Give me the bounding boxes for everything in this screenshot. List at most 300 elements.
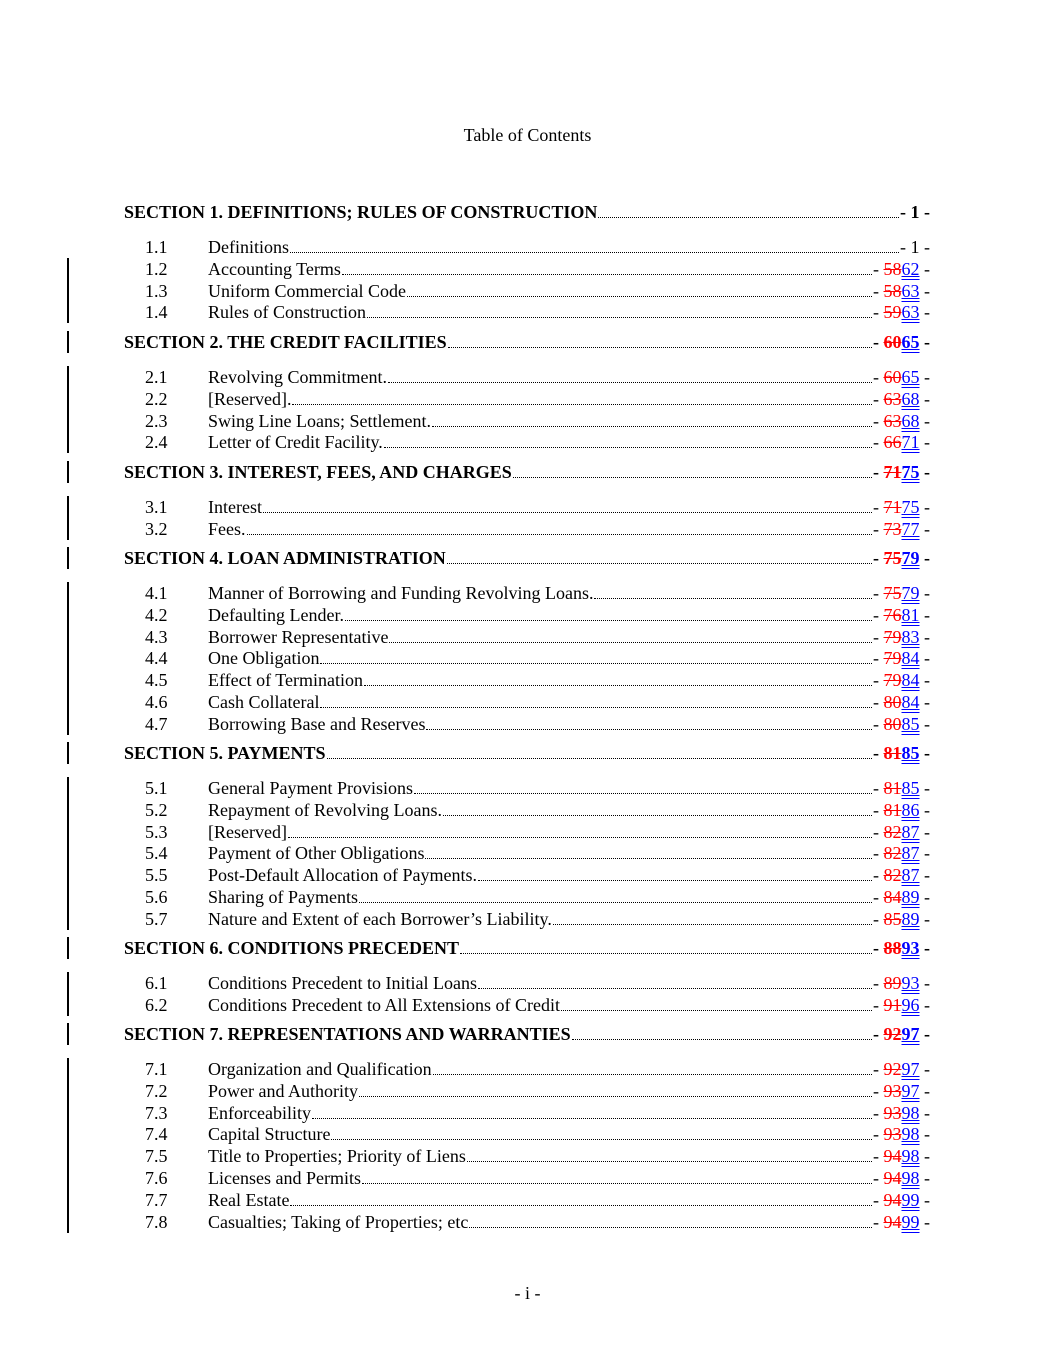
- toc-item-title: Conditions Precedent to All Extensions of Credit: [208, 995, 560, 1015]
- dot-leader: [290, 252, 899, 253]
- dot-leader: [478, 988, 872, 989]
- toc-item-title: Repayment of Revolving Loans.: [208, 800, 442, 820]
- dot-leader: [594, 598, 872, 599]
- inserted-page-number[interactable]: 87: [901, 865, 920, 885]
- inserted-page-number[interactable]: 87: [901, 843, 920, 863]
- inserted-page-number[interactable]: 99: [901, 1212, 920, 1232]
- page-number-footer: - i -: [514, 1283, 541, 1303]
- toc-item-number: 7.3: [145, 1103, 168, 1123]
- deleted-page-number: 94: [883, 1190, 902, 1210]
- toc-page-number: - 7175 -: [873, 497, 930, 517]
- inserted-page-number[interactable]: 97: [901, 1059, 920, 1079]
- inserted-page-number[interactable]: 63: [901, 281, 920, 301]
- toc-item-row[interactable]: [124, 994, 930, 1016]
- toc-item-row[interactable]: [124, 647, 930, 669]
- toc-item-number: 5.5: [145, 865, 168, 885]
- toc-page-number: - 8287 -: [873, 865, 930, 885]
- toc-item-row[interactable]: [124, 1058, 930, 1080]
- toc-item-row[interactable]: [124, 821, 930, 843]
- toc-section-row[interactable]: [124, 547, 930, 569]
- dot-leader: [359, 902, 872, 903]
- revision-change-bar: [67, 1058, 69, 1080]
- toc-item-row[interactable]: [124, 301, 930, 323]
- deleted-page-number: 94: [883, 1168, 902, 1188]
- toc-page-number: - 9297 -: [873, 1059, 930, 1079]
- revision-change-bar: [67, 669, 69, 691]
- toc-item-row[interactable]: [124, 582, 930, 604]
- toc-page-number: - 7681 -: [873, 605, 930, 625]
- toc-item-row[interactable]: [124, 908, 930, 930]
- deleted-page-number: 88: [883, 938, 902, 958]
- toc-item-number: 5.1: [145, 778, 168, 798]
- toc-section-row[interactable]: [124, 461, 930, 483]
- deleted-page-number: 94: [883, 1212, 902, 1232]
- toc-item-number: 7.6: [145, 1168, 168, 1188]
- inserted-page-number[interactable]: 65: [901, 332, 920, 352]
- deleted-page-number: 81: [883, 778, 902, 798]
- toc-section-row[interactable]: [124, 201, 930, 223]
- toc-item-number: 4.2: [145, 605, 168, 625]
- deleted-page-number: 71: [883, 497, 902, 517]
- deleted-page-number: 81: [883, 800, 902, 820]
- revision-change-bar: [67, 864, 69, 886]
- dot-leader: [320, 707, 872, 708]
- revision-change-bar: [67, 518, 69, 540]
- inserted-page-number[interactable]: 85: [901, 714, 920, 734]
- toc-item-title: Organization and Qualification: [208, 1059, 432, 1079]
- dot-leader: [414, 793, 872, 794]
- toc-page-number: - 8287 -: [873, 843, 930, 863]
- dot-leader: [331, 1139, 872, 1140]
- toc-section-title: SECTION 6. CONDITIONS PRECEDENT: [124, 938, 460, 958]
- dot-leader: [290, 1205, 872, 1206]
- inserted-page-number[interactable]: 93: [901, 938, 920, 958]
- revision-change-bar: [67, 691, 69, 713]
- deleted-page-number: 92: [883, 1024, 902, 1044]
- revision-change-bar: [67, 713, 69, 735]
- toc-page-number: - 8085 -: [873, 714, 930, 734]
- toc-page-number: - 9196 -: [873, 995, 930, 1015]
- dot-leader: [388, 382, 872, 383]
- toc-item-title: Sharing of Payments: [208, 887, 358, 907]
- toc-page-number: - 8185 -: [873, 778, 930, 798]
- toc-item-row[interactable]: [124, 777, 930, 799]
- toc-item-number: 5.2: [145, 800, 168, 820]
- toc-item-row[interactable]: [124, 236, 930, 258]
- toc-item-number: 7.5: [145, 1146, 168, 1166]
- revision-change-bar: [67, 1145, 69, 1167]
- toc-page-number: - 6368 -: [873, 389, 930, 409]
- toc-page-number: - 7579 -: [873, 548, 930, 568]
- dot-leader: [263, 512, 872, 513]
- toc-item-title: Power and Authority: [208, 1081, 358, 1101]
- deleted-page-number: 82: [883, 822, 902, 842]
- revision-change-bar: [67, 366, 69, 388]
- dot-leader: [389, 642, 872, 643]
- toc-item-title: Definitions: [208, 237, 289, 257]
- deleted-page-number: 66: [883, 432, 902, 452]
- revision-change-bar: [67, 994, 69, 1016]
- deleted-page-number: 89: [883, 973, 902, 993]
- dot-leader: [292, 404, 872, 405]
- toc-item-number: 5.4: [145, 843, 168, 863]
- toc-page-number: - 9498 -: [873, 1146, 930, 1166]
- deleted-page-number: 93: [883, 1124, 902, 1144]
- toc-page-number: - 7377 -: [873, 519, 930, 539]
- toc-item-title: Real Estate: [208, 1190, 290, 1210]
- dot-leader: [367, 317, 872, 318]
- toc-item-title: Effect of Termination: [208, 670, 364, 690]
- dot-leader: [478, 880, 872, 881]
- toc-item-row[interactable]: [124, 713, 930, 735]
- deleted-page-number: 85: [883, 909, 902, 929]
- deleted-page-number: 80: [883, 692, 902, 712]
- toc-item-number: 2.1: [145, 367, 168, 387]
- toc-item-row[interactable]: [124, 842, 930, 864]
- toc-page-number: - 8287 -: [873, 822, 930, 842]
- toc-page-number: - 8589 -: [873, 909, 930, 929]
- deleted-page-number: 58: [883, 259, 902, 279]
- toc-item-number: 5.6: [145, 887, 168, 907]
- toc-page-number: - 9297 -: [873, 1024, 930, 1044]
- toc-item-title: Payment of Other Obligations: [208, 843, 425, 863]
- toc-page-number: - 9398 -: [873, 1124, 930, 1144]
- revision-change-bar: [67, 301, 69, 323]
- toc-item-row[interactable]: [124, 431, 930, 453]
- toc-item-number: 4.1: [145, 583, 168, 603]
- toc-item-number: 3.2: [145, 519, 168, 539]
- toc-title: Table of Contents: [463, 125, 592, 145]
- toc-item-title: One Obligation: [208, 648, 320, 668]
- dot-leader: [443, 815, 872, 816]
- toc-page-number: - 6671 -: [873, 432, 930, 452]
- revision-change-bar: [67, 280, 69, 302]
- deleted-page-number: 93: [883, 1081, 902, 1101]
- toc-item-title: Post-Default Allocation of Payments.: [208, 865, 477, 885]
- revision-change-bar: [67, 258, 69, 280]
- dot-leader: [342, 274, 872, 275]
- toc-item-title: General Payment Provisions: [208, 778, 413, 798]
- inserted-page-number[interactable]: 97: [901, 1024, 920, 1044]
- inserted-page-number[interactable]: 98: [901, 1168, 920, 1188]
- toc-item-row[interactable]: [124, 972, 930, 994]
- dot-leader: [320, 663, 872, 664]
- dot-leader: [359, 1096, 872, 1097]
- toc-item-row[interactable]: [124, 518, 930, 540]
- deleted-page-number: 80: [883, 714, 902, 734]
- revision-change-bar: [67, 547, 69, 569]
- revision-change-bar: [67, 582, 69, 604]
- deleted-page-number: 82: [883, 865, 902, 885]
- toc-section-title: SECTION 5. PAYMENTS: [124, 743, 326, 763]
- toc-item-row[interactable]: [124, 886, 930, 908]
- inserted-page-number[interactable]: 62: [901, 259, 920, 279]
- toc-item-number: 1.4: [145, 302, 168, 322]
- inserted-page-number[interactable]: 87: [901, 822, 920, 842]
- toc-page-number: - 7984 -: [873, 670, 930, 690]
- dot-leader: [598, 217, 899, 218]
- toc-item-number: 4.4: [145, 648, 168, 668]
- deleted-page-number: 92: [883, 1059, 902, 1079]
- inserted-page-number[interactable]: 96: [901, 995, 920, 1015]
- revision-change-bar: [67, 431, 69, 453]
- inserted-page-number[interactable]: 83: [901, 627, 920, 647]
- toc-page-number: - 8084 -: [873, 692, 930, 712]
- deleted-page-number: 79: [883, 670, 902, 690]
- toc-item-number: 1.3: [145, 281, 168, 301]
- toc-item-number: 3.1: [145, 497, 168, 517]
- toc-item-row[interactable]: [124, 1102, 930, 1124]
- dot-leader: [460, 953, 872, 954]
- dot-leader: [247, 534, 873, 535]
- toc-item-row[interactable]: [124, 410, 930, 432]
- toc-page-number: - 8993 -: [873, 973, 930, 993]
- deleted-page-number: 79: [883, 627, 902, 647]
- inserted-page-number[interactable]: 77: [901, 519, 920, 539]
- toc-item-number: 7.4: [145, 1124, 168, 1144]
- toc-page-number: - 9398 -: [873, 1103, 930, 1123]
- toc-item-row[interactable]: [124, 799, 930, 821]
- toc-item-title: Fees.: [208, 519, 246, 539]
- toc-section-title: SECTION 2. THE CREDIT FACILITIES: [124, 332, 447, 352]
- toc-item-title: [Reserved]: [208, 822, 287, 842]
- toc-item-row[interactable]: [124, 1123, 930, 1145]
- dot-leader: [425, 858, 872, 859]
- inserted-page-number[interactable]: 84: [901, 692, 920, 712]
- deleted-page-number: 94: [883, 1146, 902, 1166]
- dot-leader: [572, 1039, 872, 1040]
- deleted-page-number: 75: [883, 583, 902, 603]
- deleted-page-number: 60: [883, 332, 902, 352]
- toc-item-title: Nature and Extent of each Borrower’s Liability.: [208, 909, 552, 929]
- deleted-page-number: 81: [883, 743, 902, 763]
- toc-section-title: SECTION 3. INTEREST, FEES, AND CHARGES: [124, 462, 512, 482]
- dot-leader: [362, 1183, 872, 1184]
- inserted-page-number[interactable]: 85: [901, 778, 920, 798]
- toc-item-title: Accounting Terms: [208, 259, 341, 279]
- toc-page-number: - 1 -: [900, 237, 930, 257]
- dot-leader: [312, 1118, 872, 1119]
- toc-item-number: 1.2: [145, 259, 168, 279]
- toc-item-title: Cash Collateral: [208, 692, 320, 712]
- toc-page-number: - 9397 -: [873, 1081, 930, 1101]
- inserted-page-number[interactable]: 68: [901, 389, 920, 409]
- deleted-page-number: 82: [883, 843, 902, 863]
- toc-item-number: 2.4: [145, 432, 168, 452]
- toc-item-title: Borrowing Base and Reserves: [208, 714, 426, 734]
- toc-item-row[interactable]: [124, 604, 930, 626]
- toc-item-row[interactable]: [124, 691, 930, 713]
- dot-leader: [407, 296, 872, 297]
- deleted-page-number: 79: [883, 648, 902, 668]
- toc-page-number: - 9499 -: [873, 1190, 930, 1210]
- dot-leader: [432, 426, 872, 427]
- toc-item-title: Manner of Borrowing and Funding Revolving Loans.: [208, 583, 594, 603]
- dot-leader: [327, 758, 872, 759]
- revision-change-bar: [67, 461, 69, 483]
- revision-change-bar: [67, 388, 69, 410]
- toc-item-row[interactable]: [124, 280, 930, 302]
- toc-item-row[interactable]: [124, 388, 930, 410]
- revision-change-bar: [67, 972, 69, 994]
- deleted-page-number: 84: [883, 887, 902, 907]
- inserted-page-number[interactable]: 98: [901, 1103, 920, 1123]
- dot-leader: [513, 477, 872, 478]
- inserted-page-number[interactable]: 84: [901, 648, 920, 668]
- toc-item-number: 1.1: [145, 237, 168, 257]
- toc-page-number: - 6065 -: [873, 332, 930, 352]
- inserted-page-number[interactable]: 75: [901, 462, 920, 482]
- toc-item-number: 6.2: [145, 995, 168, 1015]
- toc-item-number: 7.7: [145, 1190, 168, 1210]
- toc-page-number: - 9499 -: [873, 1212, 930, 1232]
- toc-item-number: 4.6: [145, 692, 168, 712]
- toc-item-title: Uniform Commercial Code: [208, 281, 406, 301]
- inserted-page-number[interactable]: 65: [901, 367, 920, 387]
- inserted-page-number[interactable]: 68: [901, 411, 920, 431]
- toc-page-number: - 7579 -: [873, 583, 930, 603]
- toc-item-title: Defaulting Lender.: [208, 605, 344, 625]
- toc-page-number: - 8185 -: [873, 743, 930, 763]
- toc-page-number: - 8186 -: [873, 800, 930, 820]
- toc-item-row[interactable]: [124, 864, 930, 886]
- toc-page-number: - 7983 -: [873, 627, 930, 647]
- dot-leader: [345, 620, 872, 621]
- toc-section-row[interactable]: [124, 742, 930, 764]
- toc-item-row[interactable]: [124, 1189, 930, 1211]
- inserted-page-number[interactable]: 63: [901, 302, 920, 322]
- deleted-page-number: 75: [883, 548, 902, 568]
- toc-item-row[interactable]: [124, 669, 930, 691]
- toc-item-number: 4.7: [145, 714, 168, 734]
- toc-item-number: 5.7: [145, 909, 168, 929]
- inserted-page-number[interactable]: 79: [901, 583, 920, 603]
- revision-change-bar: [67, 886, 69, 908]
- toc-item-row[interactable]: [124, 366, 930, 388]
- toc-item-title: Capital Structure: [208, 1124, 331, 1144]
- toc-item-title: Title to Properties; Priority of Liens: [208, 1146, 466, 1166]
- dot-leader: [467, 1161, 872, 1162]
- toc-item-title: Casualties; Taking of Properties; etc: [208, 1212, 469, 1232]
- toc-item-row[interactable]: [124, 1080, 930, 1102]
- toc-item-title: [Reserved].: [208, 389, 292, 409]
- revision-change-bar: [67, 1102, 69, 1124]
- inserted-page-number[interactable]: 81: [901, 605, 920, 625]
- inserted-page-number[interactable]: 93: [901, 973, 920, 993]
- deleted-page-number: 76: [883, 605, 902, 625]
- toc-page-number: - 6065 -: [873, 367, 930, 387]
- toc-item-number: 2.3: [145, 411, 168, 431]
- revision-change-bar: [67, 842, 69, 864]
- inserted-page-number[interactable]: 84: [901, 670, 920, 690]
- toc-item-row[interactable]: [124, 1167, 930, 1189]
- revision-change-bar: [67, 821, 69, 843]
- toc-item-number: 6.1: [145, 973, 168, 993]
- revision-change-bar: [67, 1167, 69, 1189]
- dot-leader: [561, 1010, 872, 1011]
- inserted-page-number[interactable]: 89: [901, 909, 920, 929]
- deleted-page-number: 73: [883, 519, 902, 539]
- dot-leader: [469, 1227, 872, 1228]
- dot-leader: [288, 837, 872, 838]
- toc-section-title: SECTION 4. LOAN ADMINISTRATION: [124, 548, 446, 568]
- revision-change-bar: [67, 742, 69, 764]
- inserted-page-number[interactable]: 71: [901, 432, 920, 452]
- revision-change-bar: [67, 410, 69, 432]
- toc-item-title: Borrower Representative: [208, 627, 389, 647]
- revision-change-bar: [67, 604, 69, 626]
- toc-item-number: 7.2: [145, 1081, 168, 1101]
- toc-section-row[interactable]: [124, 937, 930, 959]
- toc-page-number: - 1 -: [900, 202, 930, 222]
- toc-item-row[interactable]: [124, 626, 930, 648]
- toc-item-title: Interest: [208, 497, 262, 517]
- inserted-page-number[interactable]: 97: [901, 1081, 920, 1101]
- toc-section-title: SECTION 1. DEFINITIONS; RULES OF CONSTRUCTION: [124, 202, 598, 222]
- inserted-page-number[interactable]: 99: [901, 1190, 920, 1210]
- toc-page-number: - 7175 -: [873, 462, 930, 482]
- inserted-page-number[interactable]: 79: [901, 548, 920, 568]
- toc-item-title: Revolving Commitment.: [208, 367, 387, 387]
- toc-item-number: 2.2: [145, 389, 168, 409]
- revision-change-bar: [67, 777, 69, 799]
- revision-change-bar: [67, 331, 69, 353]
- toc-section-row[interactable]: [124, 1023, 930, 1045]
- page-value: 1: [910, 202, 920, 222]
- inserted-page-number[interactable]: 89: [901, 887, 920, 907]
- inserted-page-number[interactable]: 98: [901, 1124, 920, 1144]
- deleted-page-number: 93: [883, 1103, 902, 1123]
- toc-item-number: 5.3: [145, 822, 168, 842]
- toc-item-title: Conditions Precedent to Initial Loans: [208, 973, 477, 993]
- revision-change-bar: [67, 937, 69, 959]
- deleted-page-number: 91: [883, 995, 902, 1015]
- toc-section-row[interactable]: [124, 331, 930, 353]
- toc-item-number: 7.8: [145, 1212, 168, 1232]
- dot-leader: [384, 447, 872, 448]
- toc-item-title: Licenses and Permits: [208, 1168, 361, 1188]
- revision-change-bar: [67, 626, 69, 648]
- inserted-page-number[interactable]: 85: [901, 743, 920, 763]
- dot-leader: [364, 685, 872, 686]
- page-value: 1: [910, 237, 920, 257]
- revision-change-bar: [67, 1023, 69, 1045]
- inserted-page-number[interactable]: 75: [901, 497, 920, 517]
- toc-section-title: SECTION 7. REPRESENTATIONS AND WARRANTIES: [124, 1024, 571, 1044]
- deleted-page-number: 58: [883, 281, 902, 301]
- toc-item-row[interactable]: [124, 1211, 930, 1233]
- toc-item-row[interactable]: [124, 258, 930, 280]
- toc-page-number: - 8893 -: [873, 938, 930, 958]
- toc-page-number: - 5963 -: [873, 302, 930, 322]
- toc-item-title: Enforceability: [208, 1103, 311, 1123]
- inserted-page-number[interactable]: 86: [901, 800, 920, 820]
- toc-item-row[interactable]: [124, 496, 930, 518]
- dot-leader: [433, 1074, 872, 1075]
- dot-leader: [448, 347, 872, 348]
- dot-leader: [447, 563, 872, 564]
- toc-page-number: - 8489 -: [873, 887, 930, 907]
- toc-page-number: - 5862 -: [873, 259, 930, 279]
- inserted-page-number[interactable]: 98: [901, 1146, 920, 1166]
- toc-item-row[interactable]: [124, 1145, 930, 1167]
- revision-change-bar: [67, 1189, 69, 1211]
- revision-change-bar: [67, 908, 69, 930]
- revision-change-bar: [67, 647, 69, 669]
- dot-leader: [553, 924, 872, 925]
- deleted-page-number: 71: [883, 462, 902, 482]
- toc-page-number: - 5863 -: [873, 281, 930, 301]
